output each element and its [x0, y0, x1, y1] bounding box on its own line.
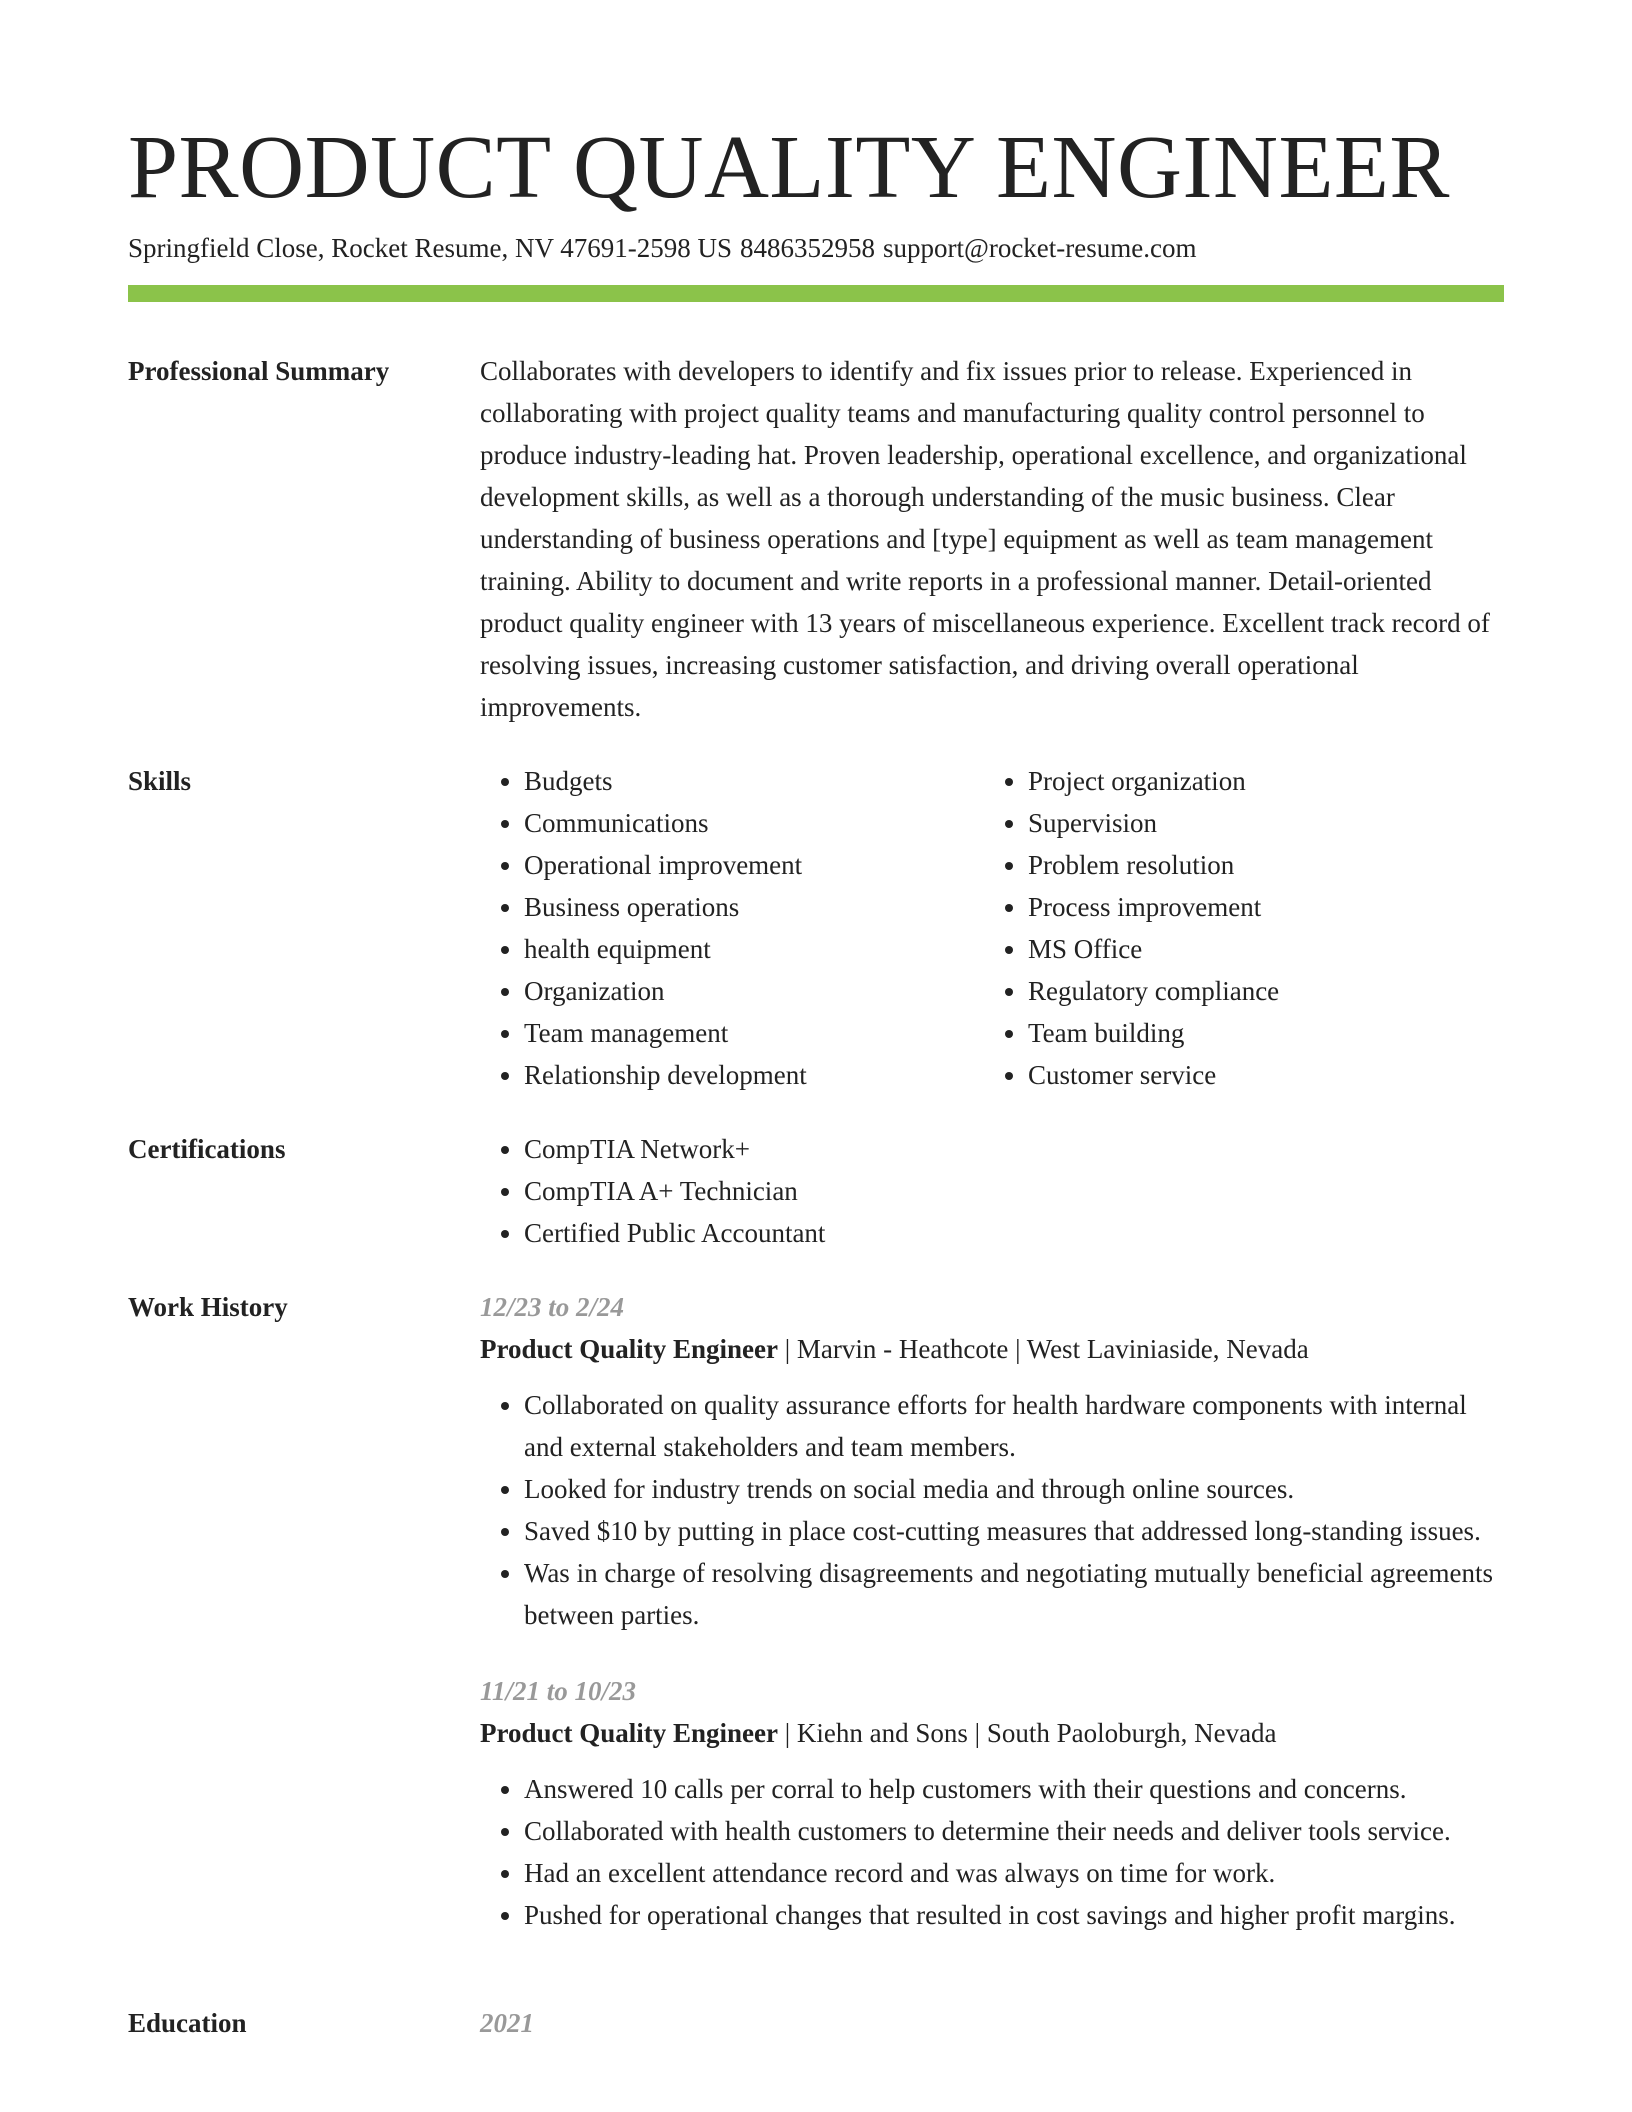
job-bullets: [480, 1384, 1504, 1636]
contact-line: [128, 230, 1197, 266]
job-bullet: • Saved $10 by putting in place cost-cutting measures that addressed long-standing issues.: [524, 1510, 1504, 1552]
summary-content: [480, 350, 1504, 728]
certification-item: • CompTIA A+ Technician: [524, 1170, 1504, 1212]
job-title: Product Quality Engineer: [480, 1334, 779, 1364]
skill-item: • Team management: [524, 1012, 984, 1054]
skill-item: • Problem resolution: [1028, 844, 1488, 886]
certifications-label: Certifications: [128, 1134, 286, 1164]
skill-item: • MS Office: [1028, 928, 1488, 970]
certification-item: • Certified Public Accountant: [524, 1212, 1504, 1254]
summary-text: Collaborates with developers to identify and fix issues prior to release. Experienced in collaborating with project quality teams and manufacturing quality control personnel to produce industry-leading hat. Proven leadership, operational excellence, and organizational development skills, as well as a thorough understanding of the music business. Clear understanding of business operations and [type] equipment as well as team management training. Ability to document and write reports in a professional manner. Detail-oriented product quality engineer with 13 years of miscellaneous experience. Excellent track record of resolving issues, increasing customer satisfaction, and driving overall operational improvements.: [480, 356, 1490, 722]
skill-item: • Budgets: [524, 760, 984, 802]
skill-item: • Regulatory compliance: [1028, 970, 1488, 1012]
skill-item: • Customer service: [1028, 1054, 1488, 1096]
work-history-label: Work History: [128, 1292, 288, 1322]
accent-divider: [128, 285, 1504, 302]
job-heading: [480, 1712, 1504, 1754]
contact-phone: 8486352958: [739, 233, 875, 263]
education-content: [480, 2002, 1504, 2044]
job-bullet: • Had an excellent attendance record and was always on time for work.: [524, 1852, 1504, 1894]
contact-address: Springfield Close, Rocket Resume, NV 47691-2598 US: [128, 233, 732, 263]
certifications-content: [480, 1128, 1504, 1254]
job-dates: 11/21 to 10/23: [480, 1676, 637, 1706]
skill-item: • Process improvement: [1028, 886, 1488, 928]
skill-item: • health equipment: [524, 928, 984, 970]
skill-item: • Operational improvement: [524, 844, 984, 886]
education-dates: 2021: [480, 2008, 534, 2038]
resume-title: PRODUCT QUALITY ENGINEER: [128, 118, 1450, 217]
job-employer-location: | Kiehn and Sons | South Paoloburgh, Nevada: [784, 1718, 1277, 1748]
skills-content: [480, 760, 1504, 1096]
work-history-section: [128, 1286, 1504, 1970]
skill-item: • Organization: [524, 970, 984, 1012]
skills-label: Skills: [128, 766, 192, 796]
job-bullet: • Pushed for operational changes that resulted in cost savings and higher profit margins.: [524, 1894, 1504, 1936]
summary-section: [128, 350, 1504, 728]
skills-section: [128, 760, 1504, 1096]
job-bullets: [480, 1768, 1504, 1936]
job-heading: [480, 1328, 1504, 1370]
skill-item: • Team building: [1028, 1012, 1488, 1054]
job-bullet: • Collaborated on quality assurance efforts for health hardware components with internal and external stakeholders and team members.: [524, 1384, 1504, 1468]
certification-item: • CompTIA Network+: [524, 1128, 1504, 1170]
job-bullet: • Was in charge of resolving disagreements and negotiating mutually beneficial agreements between parties.: [524, 1552, 1504, 1636]
skill-item: • Supervision: [1028, 802, 1488, 844]
job-bullet: • Collaborated with health customers to determine their needs and deliver tools service.: [524, 1810, 1504, 1852]
education-label: Education: [128, 2008, 247, 2038]
job-entry: [480, 1670, 1504, 1936]
job-employer-location: | Marvin - Heathcote | West Laviniaside, Nevada: [784, 1334, 1309, 1364]
certifications-section: [128, 1128, 1504, 1254]
work-history-content: [480, 1286, 1504, 1970]
education-section: [128, 2002, 1504, 2044]
job-bullet: • Answered 10 calls per corral to help customers with their questions and concerns.: [524, 1768, 1504, 1810]
job-entry: [480, 1286, 1504, 1636]
skills-list-right: [984, 760, 1488, 1096]
job-dates: 12/23 to 2/24: [480, 1292, 625, 1322]
skill-item: • Relationship development: [524, 1054, 984, 1096]
skills-list-left: [480, 760, 984, 1096]
skill-item: • Communications: [524, 802, 984, 844]
skill-item: • Project organization: [1028, 760, 1488, 802]
summary-label: Professional Summary: [128, 356, 390, 386]
contact-email: support@rocket-resume.com: [882, 233, 1197, 263]
job-bullet: • Looked for industry trends on social media and through online sources.: [524, 1468, 1504, 1510]
skill-item: • Business operations: [524, 886, 984, 928]
job-title: Product Quality Engineer: [480, 1718, 779, 1748]
resume-body: [128, 350, 1504, 2076]
certifications-list: [480, 1128, 1504, 1254]
